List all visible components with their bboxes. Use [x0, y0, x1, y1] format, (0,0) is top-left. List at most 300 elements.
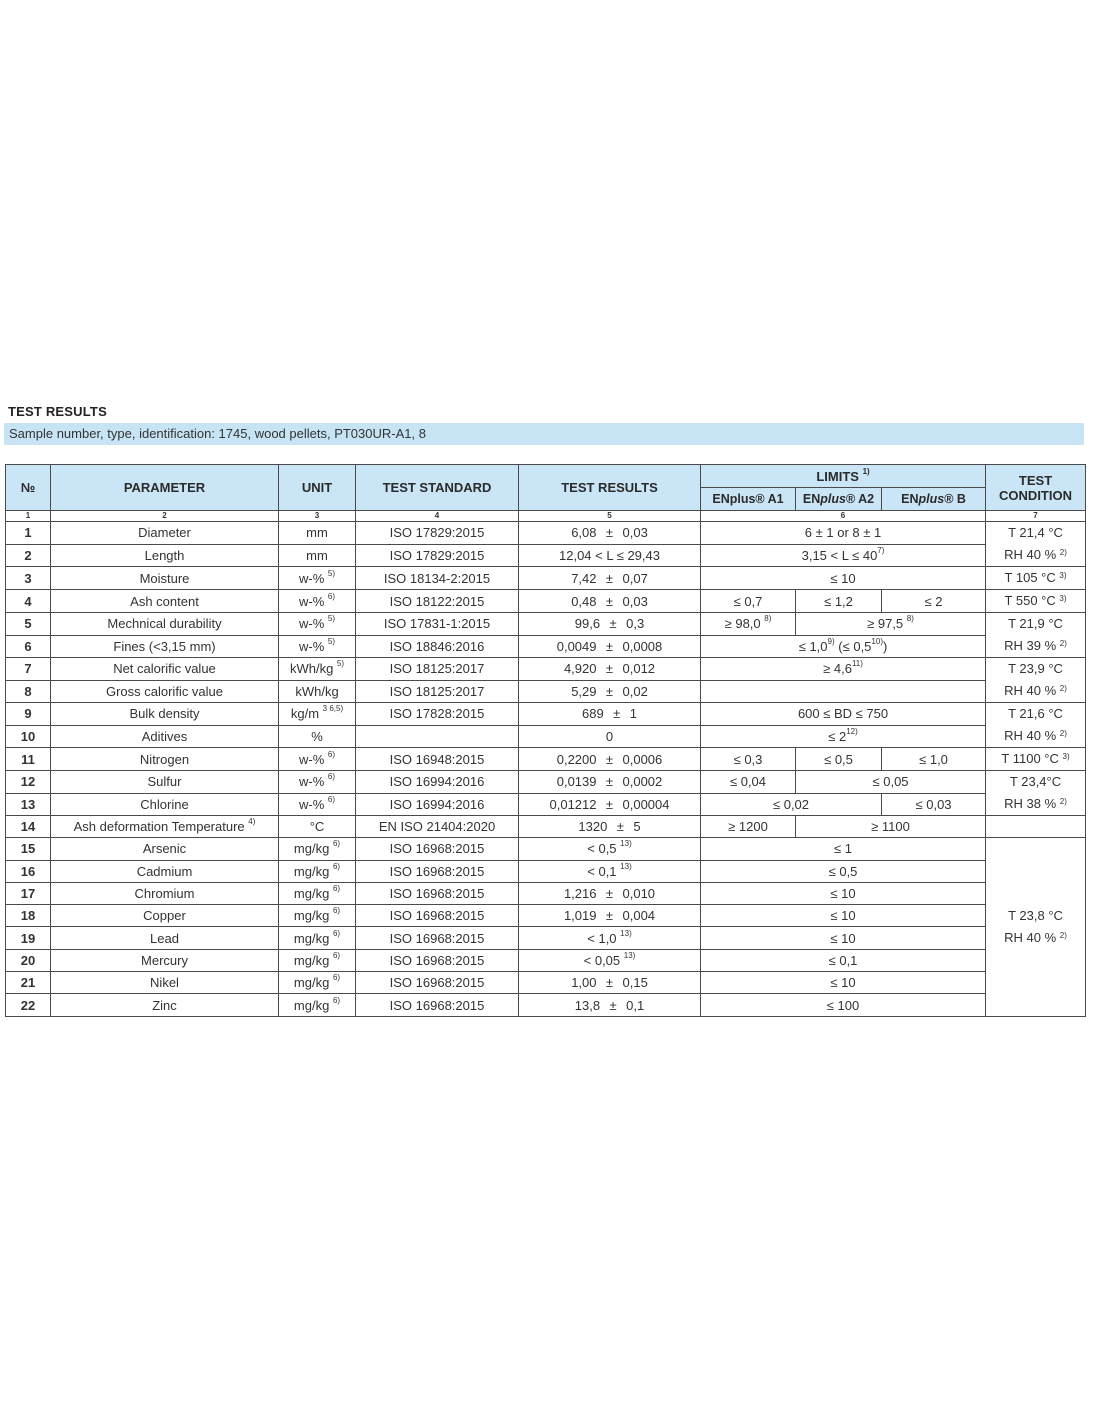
unit-cell: [279, 816, 356, 838]
limit-value: ≤ 1: [834, 841, 852, 857]
row-number: 7: [6, 658, 51, 681]
limit-a2-b: [796, 771, 986, 794]
parameter-name: Sulfur: [147, 774, 182, 790]
table-row: [6, 860, 1086, 882]
unit-value: kWh/kg: [295, 683, 339, 699]
test-standard-cell: [356, 725, 519, 748]
test-result-cell: [519, 680, 701, 703]
unit-value: mm: [306, 547, 328, 563]
limit-footnote: 12): [846, 726, 858, 736]
result-uncertainty: 0,3: [626, 616, 645, 632]
condition-humidity: [986, 544, 1085, 566]
limit-extra: (≤ 0,5: [834, 638, 872, 654]
result-uncertainty: 0,02: [622, 683, 648, 699]
limit-value: ≤ 10: [830, 886, 856, 902]
test-result-cell: [519, 703, 701, 726]
limit-all-classes: [701, 972, 986, 994]
limit-a2-b-value: ≥ 1100: [871, 819, 910, 835]
condition-temperature: T 23,8 °C: [1008, 907, 1063, 923]
unit-footnote: 6): [332, 950, 341, 960]
row-number: 12: [6, 771, 51, 794]
result-uncertainty: 0,03: [622, 593, 648, 609]
condition-rh-value: RH 40 %: [1004, 683, 1057, 698]
unit-footnote: 5): [336, 659, 345, 669]
condition-footnote: 3): [1062, 752, 1070, 761]
unit-cell: [279, 771, 356, 794]
result-footnote: 13): [623, 950, 636, 960]
header-enplus-b: [882, 488, 986, 511]
parameter-cell: [51, 544, 279, 567]
limit-a1-a2: ≤ 0,02: [701, 793, 882, 816]
a2-italic: plus: [820, 492, 846, 506]
limit-footnote: 9): [827, 636, 835, 646]
header-test-results: TEST RESULTS: [519, 465, 701, 511]
parameter-cell: [51, 680, 279, 703]
condition-footnote: 2): [1059, 797, 1067, 806]
condition-temperature: T 23,9 °C: [1008, 661, 1063, 676]
test-result-cell: [519, 635, 701, 658]
test-standard-cell: ISO 17828:2015: [356, 703, 519, 726]
parameter-cell: [51, 994, 279, 1016]
limit-b: ≤ 0,03: [882, 793, 986, 816]
limit-value: ≤ 1,0: [798, 638, 828, 654]
row-number: 18: [6, 905, 51, 927]
test-condition-cell: [986, 567, 1086, 590]
unit-value: kg/m: [290, 706, 320, 722]
limit-a1-value: ≥ 1200: [728, 819, 768, 835]
test-standard-cell: ISO 18122:2015: [356, 590, 519, 613]
condition-temperature: T 21,6 °C: [1008, 706, 1063, 721]
b-post: ® B: [944, 492, 966, 506]
row-number: 2: [6, 544, 51, 567]
table-row: [6, 905, 1086, 927]
result-value: 4,920: [563, 661, 597, 677]
parameter-cell: [51, 838, 279, 860]
column-number: 6: [701, 511, 986, 522]
unit-cell: [279, 927, 356, 949]
test-standard-cell: ISO 16994:2016: [356, 793, 519, 816]
test-condition-empty: [986, 816, 1086, 838]
parameter-name: Gross calorific value: [105, 683, 224, 699]
test-result-cell: [519, 544, 701, 567]
result-value: 5,29: [571, 683, 597, 699]
row-number: 17: [6, 882, 51, 904]
test-standard-cell: ISO 17831-1:2015: [356, 613, 519, 636]
unit-cell: [279, 838, 356, 860]
test-result-cell: [519, 590, 701, 613]
table-row: [6, 544, 1086, 567]
unit-value: mg/kg: [293, 908, 330, 924]
limit-a2: ≤ 1,2: [796, 590, 882, 613]
result-uncertainty: 0,07: [622, 570, 648, 586]
parameter-name: Net calorific value: [113, 661, 216, 677]
limit-a1-value: ≥ 98,0: [724, 616, 761, 632]
unit-footnote: 3 6,5): [322, 704, 344, 714]
unit-footnote: 6): [327, 772, 336, 782]
parameter-cell: [51, 949, 279, 971]
plus-minus-sign: ±: [616, 819, 624, 835]
unit-cell: [279, 905, 356, 927]
condition-humidity: [986, 793, 1085, 815]
condition-t-value: T 1100 °C: [1001, 751, 1059, 766]
test-condition-cell: [986, 771, 1086, 816]
plus-minus-sign: ±: [605, 908, 614, 924]
unit-cell: [279, 590, 356, 613]
condition-rh-value: RH 40 %: [1004, 547, 1057, 562]
b-italic: plus: [918, 492, 945, 506]
table-row: [6, 793, 1086, 816]
limit-value: ≤ 10: [830, 908, 856, 924]
header-limits-footnote: 1): [862, 466, 870, 476]
test-standard-cell: ISO 18846:2016: [356, 635, 519, 658]
limit-b: ≤ 1,0: [882, 748, 986, 771]
parameter-cell: [51, 590, 279, 613]
result-uncertainty: 0,03: [622, 525, 648, 541]
test-result-cell: [519, 748, 701, 771]
unit-cell: [279, 703, 356, 726]
condition-rh-value: RH 39 %: [1004, 638, 1057, 653]
unit-cell: [279, 793, 356, 816]
table-row: [6, 838, 1086, 860]
parameter-name: Lead: [150, 930, 179, 946]
condition-rh-value: RH 40 %: [1004, 728, 1057, 743]
condition-t-value: T 105 °C: [1004, 570, 1056, 585]
table-row: [6, 658, 1086, 681]
unit-cell: [279, 544, 356, 567]
limit-footnote: 7): [877, 545, 885, 555]
row-number: 4: [6, 590, 51, 613]
row-number: 13: [6, 793, 51, 816]
limit-a1-value: ≤ 0,7: [733, 593, 763, 609]
b-pre: EN: [901, 492, 919, 506]
condition-humidity: [986, 725, 1085, 747]
limit-a2-b-footnote: 8): [906, 614, 914, 624]
header-limits: [701, 465, 986, 488]
unit-value: w-%: [298, 616, 325, 632]
limit-value: ≤ 2: [828, 728, 847, 744]
header-parameter: PARAMETER: [51, 465, 279, 511]
test-standard-cell: ISO 16948:2015: [356, 748, 519, 771]
condition-rh-value: RH 38 %: [1004, 796, 1057, 811]
limit-a1: [701, 590, 796, 613]
limit-value: ≤ 0,5: [828, 863, 858, 879]
result-uncertainty: 0,0002: [622, 774, 663, 790]
result-value: 0,2200: [556, 751, 597, 767]
test-standard-cell: ISO 17829:2015: [356, 544, 519, 567]
limit-value: 3,15 < L ≤ 40: [801, 547, 878, 563]
result-uncertainty: 0,0006: [622, 751, 663, 767]
unit-footnote: 6): [332, 861, 341, 871]
test-standard-cell: ISO 16968:2015: [356, 972, 519, 994]
parameter-cell: [51, 748, 279, 771]
parameter-cell: [51, 816, 279, 838]
result-uncertainty: 0,15: [622, 975, 648, 991]
result-value: 1,216: [563, 886, 597, 902]
unit-cell: [279, 994, 356, 1016]
unit-value: w-%: [298, 638, 325, 654]
parameter-name: Chlorine: [140, 796, 189, 812]
plus-minus-sign: ±: [609, 997, 617, 1013]
plus-minus-sign: ±: [605, 751, 614, 767]
column-number: 5: [519, 511, 701, 522]
table-row: [6, 725, 1086, 748]
unit-cell: [279, 949, 356, 971]
test-condition-cell: [986, 590, 1086, 613]
column-number: 2: [51, 511, 279, 522]
row-number: 16: [6, 860, 51, 882]
parameter-name: Nitrogen: [139, 751, 190, 767]
condition-temperature: T 21,9 °C: [1008, 616, 1063, 631]
column-number: 7: [986, 511, 1086, 522]
result-value: 0,01212: [549, 796, 597, 812]
plus-minus-sign: ±: [605, 638, 614, 654]
result-uncertainty: 1: [629, 706, 637, 722]
unit-footnote: 6): [332, 839, 341, 849]
parameter-name: Arsenic: [142, 841, 187, 857]
limit-all-classes: [701, 725, 986, 748]
unit-value: w-%: [298, 796, 325, 812]
test-result-cell: [519, 972, 701, 994]
plus-minus-sign: ±: [605, 796, 614, 812]
limit-footnote: 11): [851, 659, 863, 669]
parameter-name: Moisture: [139, 570, 190, 586]
test-results-table: [5, 464, 1086, 1017]
result-uncertainty: 0,004: [622, 908, 656, 924]
unit-footnote: 6): [332, 995, 341, 1005]
test-result-cell: [519, 613, 701, 636]
parameter-name: Aditives: [141, 728, 188, 744]
test-standard-cell: EN ISO 21404:2020: [356, 816, 519, 838]
unit-value: %: [311, 728, 323, 744]
table-row: [6, 567, 1086, 590]
unit-footnote: 6): [332, 928, 341, 938]
limit-value: ≤ 0,1: [828, 952, 858, 968]
table-row: [6, 590, 1086, 613]
a2-post: ® A2: [845, 492, 875, 506]
condition-temperature: [986, 748, 1085, 770]
test-condition-cell: [986, 703, 1086, 748]
row-number: 20: [6, 949, 51, 971]
test-condition-cell: [986, 838, 1086, 1016]
test-standard-cell: ISO 18125:2017: [356, 658, 519, 681]
test-result-cell: [519, 771, 701, 794]
result-uncertainty: 0,0008: [622, 638, 663, 654]
condition-footnote: 3): [1059, 594, 1067, 603]
unit-cell: [279, 613, 356, 636]
result-text: < 0,5: [587, 841, 617, 857]
test-standard-cell: ISO 16994:2016: [356, 771, 519, 794]
column-number: 3: [279, 511, 356, 522]
result-value: 1320: [578, 819, 608, 835]
limit-all-classes: [701, 949, 986, 971]
condition-footnote: 2): [1059, 729, 1067, 738]
condition-humidity: [986, 680, 1085, 702]
parameter-cell: [51, 793, 279, 816]
unit-footnote: 6): [327, 794, 336, 804]
limit-value: 600 ≤ BD ≤ 750: [797, 706, 889, 722]
parameter-cell: [51, 771, 279, 794]
result-footnote: 13): [620, 861, 632, 871]
parameter-name: Zinc: [152, 997, 177, 1013]
result-value: 689: [582, 706, 604, 722]
unit-value: w-%: [298, 570, 325, 586]
condition-temperature: [986, 590, 1085, 612]
limit-all-classes: [701, 567, 986, 590]
limit-value: ≤ 100: [826, 997, 860, 1013]
result-uncertainty: 0,012: [622, 661, 656, 677]
unit-value: °C: [309, 819, 325, 835]
limit-all-classes: [701, 635, 986, 658]
limit-all-classes: [701, 927, 986, 949]
result-value: 6,08: [571, 525, 597, 541]
test-result-cell: [519, 994, 701, 1016]
test-standard-cell: ISO 18134-2:2015: [356, 567, 519, 590]
header-enplus-a1: ENplus® A1: [701, 488, 796, 511]
column-number: 4: [356, 511, 519, 522]
condition-t-value: T 550 °C: [1004, 593, 1056, 608]
limit-all-classes: [701, 838, 986, 860]
test-result-cell: [519, 658, 701, 681]
unit-cell: [279, 882, 356, 904]
parameter-name: Nikel: [150, 975, 179, 991]
limit-a1: [701, 816, 796, 838]
row-number: 8: [6, 680, 51, 703]
test-result-cell: [519, 816, 701, 838]
table-row: [6, 816, 1086, 838]
condition-temperature: T 23,4°C: [1009, 774, 1062, 789]
parameter-footnote: 4): [248, 817, 256, 827]
unit-value: w-%: [298, 751, 325, 767]
condition-rh-value: RH 40 %: [1004, 929, 1057, 945]
condition-humidity: [986, 927, 1085, 949]
test-standard-cell: ISO 16968:2015: [356, 905, 519, 927]
unit-cell: [279, 725, 356, 748]
result-text: < 1,0: [587, 930, 617, 946]
condition-footnote: 2): [1059, 930, 1067, 940]
parameter-name: Length: [144, 547, 185, 563]
unit-cell: [279, 680, 356, 703]
test-result-cell: [519, 882, 701, 904]
limit-all-classes: [701, 905, 986, 927]
row-number: 19: [6, 927, 51, 949]
limit-all-classes: [701, 860, 986, 882]
limit-all-classes: [701, 703, 986, 726]
parameter-name: Ash content: [130, 593, 199, 609]
limit-a1: [701, 748, 796, 771]
limit-a2-b: [796, 613, 986, 636]
test-result-cell: [519, 949, 701, 971]
parameter-cell: [51, 703, 279, 726]
a2-pre: EN: [802, 492, 821, 506]
limit-a1: [701, 771, 796, 794]
plus-minus-sign: ±: [609, 616, 617, 632]
limit-value: ≤ 10: [830, 570, 856, 586]
test-condition-cell: [986, 522, 1086, 567]
parameter-cell: [51, 635, 279, 658]
plus-minus-sign: ±: [605, 525, 614, 541]
unit-cell: [279, 522, 356, 545]
test-condition-cell: [986, 658, 1086, 703]
table-row: [6, 949, 1086, 971]
unit-value: w-%: [298, 593, 325, 609]
test-standard-cell: ISO 16968:2015: [356, 994, 519, 1016]
result-footnote: 13): [620, 839, 632, 849]
unit-footnote: 5): [327, 636, 336, 646]
unit-cell: [279, 860, 356, 882]
limit-all-classes: [701, 680, 986, 703]
header-enplus-a2: [796, 488, 882, 511]
header-test-standard: TEST STANDARD: [356, 465, 519, 511]
unit-footnote: 6): [327, 591, 336, 601]
result-value: 1,00: [571, 975, 597, 991]
parameter-name: Copper: [143, 908, 186, 924]
parameter-name: Bulk density: [129, 706, 200, 722]
plus-minus-sign: ±: [605, 683, 614, 699]
result-value: 1,019: [563, 908, 597, 924]
unit-footnote: 6): [327, 749, 336, 759]
test-result-cell: [519, 522, 701, 545]
unit-value: mg/kg: [293, 997, 330, 1013]
row-number: 6: [6, 635, 51, 658]
table-row: [6, 522, 1086, 545]
result-text: 12,04 < L ≤ 29,43: [559, 547, 660, 563]
unit-cell: [279, 972, 356, 994]
result-footnote: 13): [620, 928, 632, 938]
test-standard-cell: ISO 16968:2015: [356, 882, 519, 904]
header-condition-line2: CONDITION: [999, 487, 1072, 503]
table-row: [6, 994, 1086, 1016]
unit-value: mg/kg: [293, 886, 330, 902]
limit-all-classes: [701, 658, 986, 681]
column-number-row: [6, 511, 1086, 522]
result-value: 0,0049: [556, 638, 597, 654]
unit-footnote: 6): [332, 884, 341, 894]
parameter-name: Mechnical durability: [107, 616, 222, 632]
test-standard-cell: ISO 16968:2015: [356, 860, 519, 882]
result-text: 0: [605, 728, 614, 744]
unit-value: mg/kg: [293, 952, 330, 968]
result-uncertainty: 0,010: [622, 886, 656, 902]
row-number: 11: [6, 748, 51, 771]
row-number: 1: [6, 522, 51, 545]
plus-minus-sign: ±: [605, 886, 614, 902]
test-result-cell: [519, 725, 701, 748]
limit-extra-close: ): [882, 638, 888, 654]
unit-footnote: 6): [332, 906, 341, 916]
parameter-cell: [51, 860, 279, 882]
test-result-cell: [519, 567, 701, 590]
table-row: [6, 613, 1086, 636]
test-standard-cell: ISO 18125:2017: [356, 680, 519, 703]
condition-temperature: [986, 567, 1085, 589]
unit-value: mg/kg: [293, 930, 330, 946]
parameter-cell: [51, 567, 279, 590]
test-condition-cell: [986, 613, 1086, 658]
condition-temperature: T 21,4 °C: [1008, 525, 1063, 540]
limit-a1-value: ≤ 0,04: [729, 774, 767, 790]
limit-a1-value: ≤ 0,3: [733, 751, 763, 767]
plus-minus-sign: ±: [605, 593, 614, 609]
limit-all-classes: [701, 522, 986, 545]
limit-all-classes: [701, 544, 986, 567]
condition-footnote: 2): [1059, 684, 1067, 693]
parameter-cell: [51, 882, 279, 904]
table-row: [6, 748, 1086, 771]
limit-a2-b: [796, 816, 986, 838]
parameter-name: Diameter: [138, 525, 191, 541]
unit-cell: [279, 635, 356, 658]
limit-all-classes: [701, 882, 986, 904]
